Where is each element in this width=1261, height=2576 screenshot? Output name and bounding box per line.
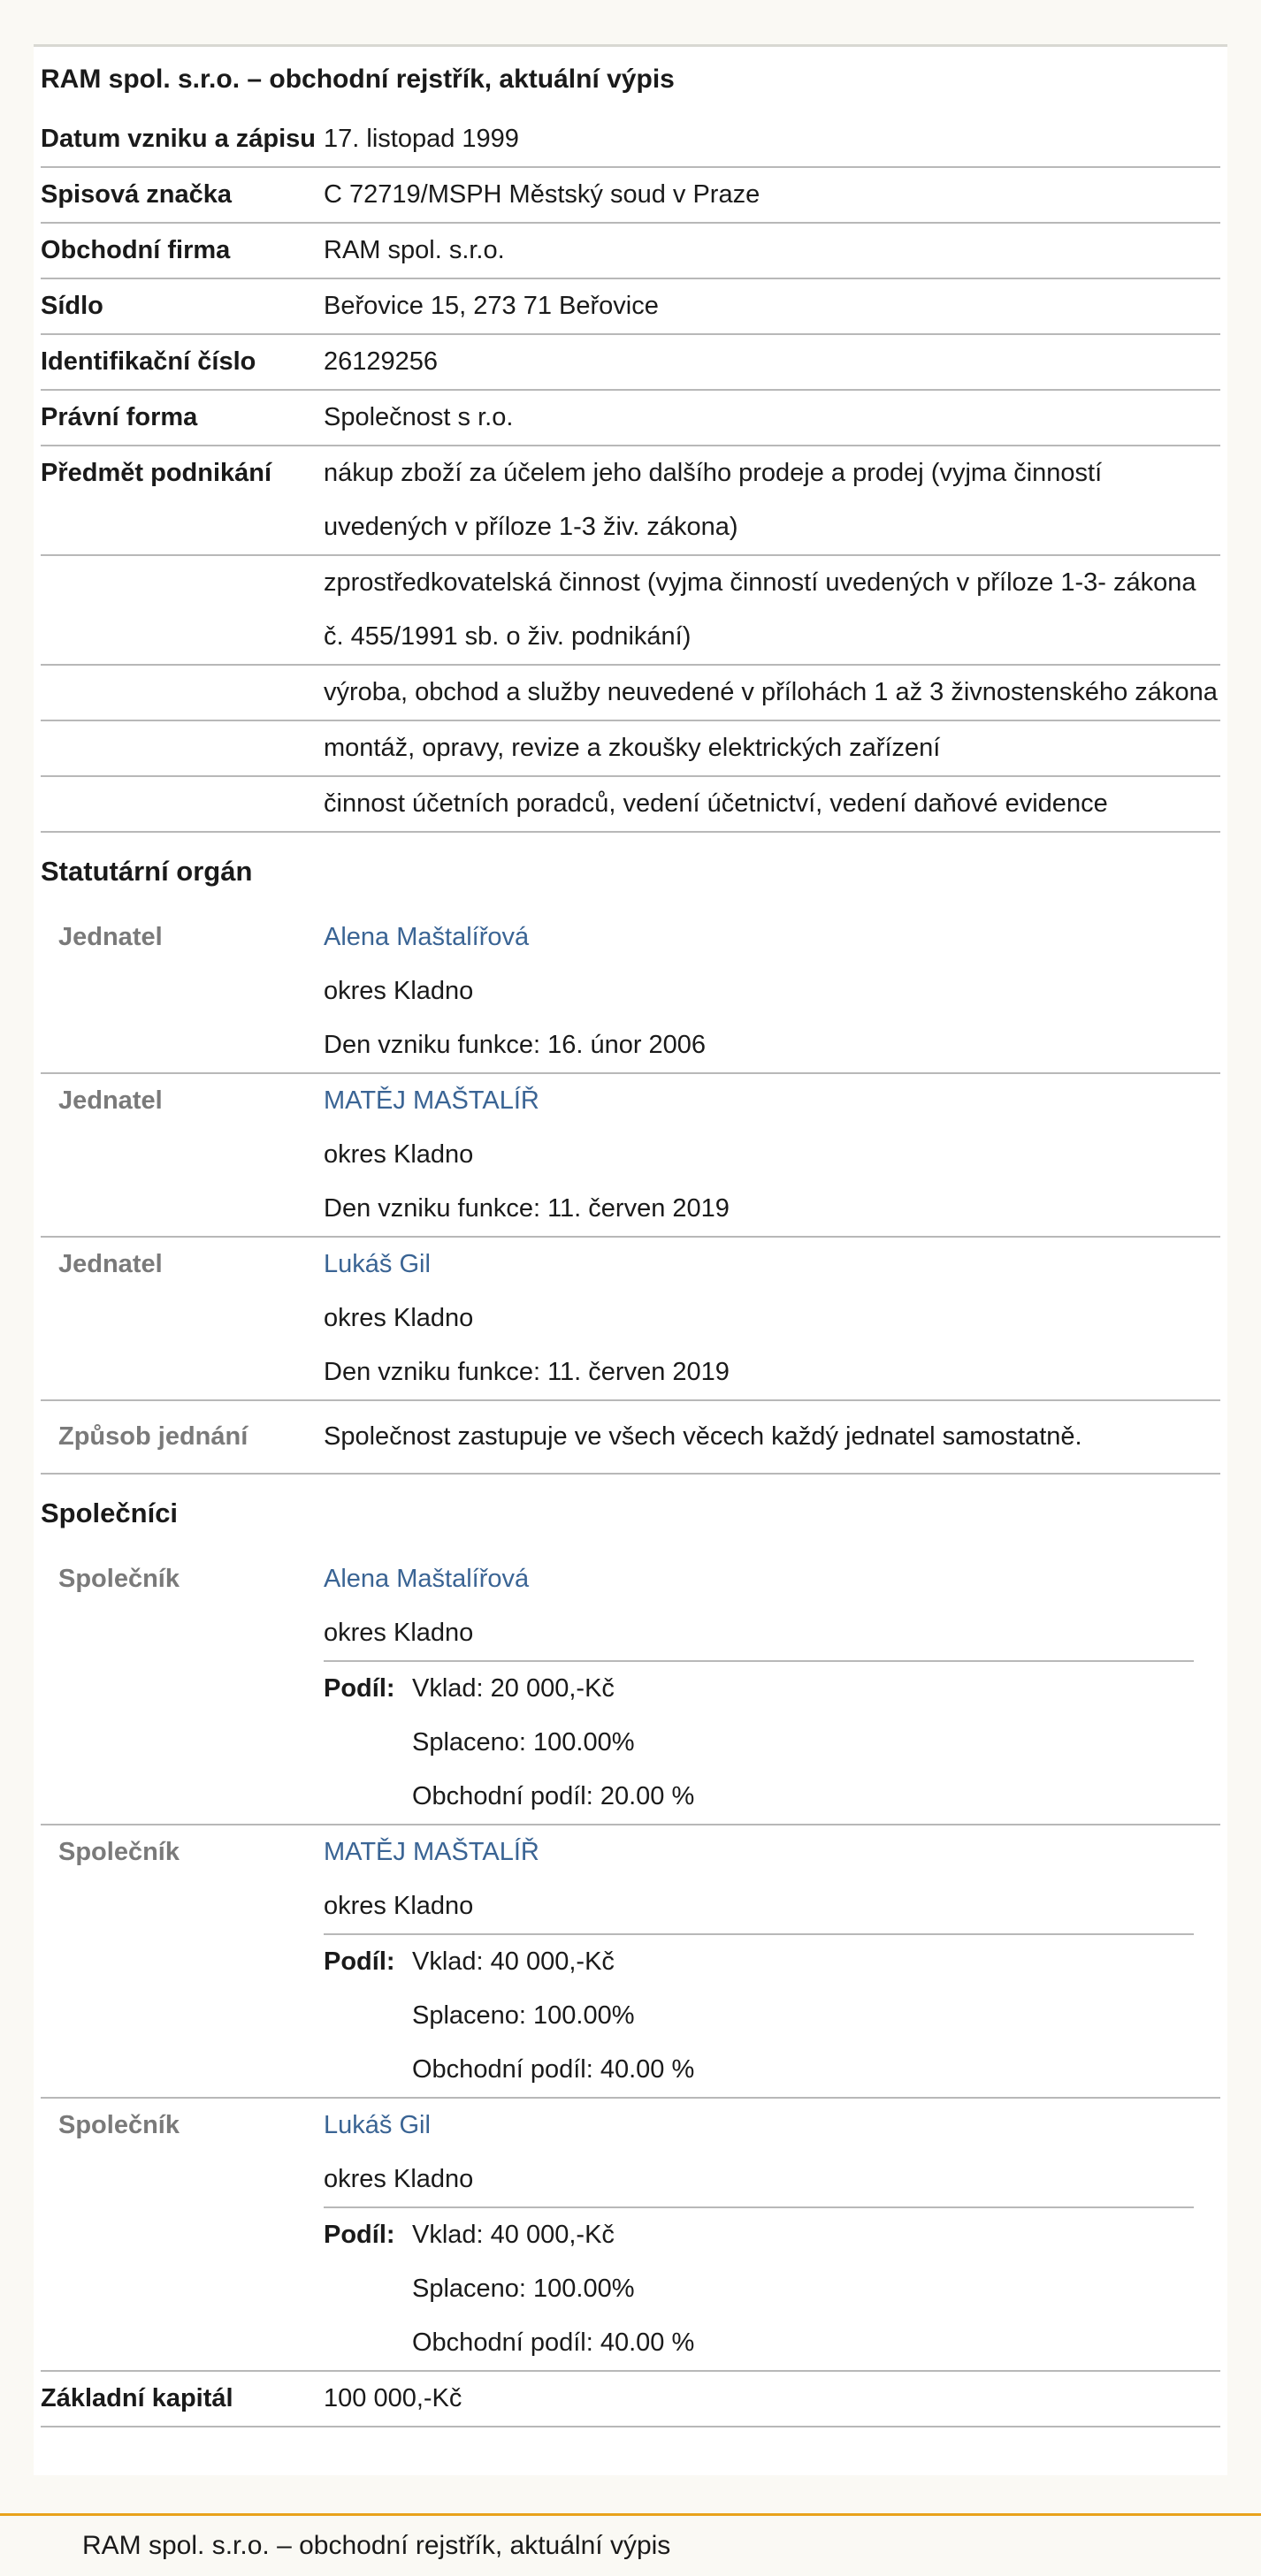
row-firma	[41, 224, 1220, 279]
vklad-value: Vklad: 40 000,-Kč	[412, 2221, 615, 2249]
footer-text: RAM spol. s.r.o. – obchodní rejstřík, aktuální výpis	[82, 2531, 671, 2560]
role-label: Společník	[58, 1565, 180, 1593]
row-zpusob	[41, 1401, 1220, 1475]
label-empty	[41, 666, 324, 720]
statutar-member-0	[41, 911, 1220, 1074]
person-link[interactable]: MATĚJ MAŠTALÍŘ	[324, 1838, 539, 1866]
member-details	[324, 2099, 1220, 2370]
registry-card	[34, 44, 1227, 2475]
person-link[interactable]: Lukáš Gil	[324, 2111, 431, 2139]
spolecnik-member-2	[41, 2099, 1220, 2372]
row-sidlo	[41, 279, 1220, 335]
row-predmet-0	[41, 446, 1220, 556]
role-label: Společník	[58, 1838, 180, 1866]
row-spisova	[41, 168, 1220, 224]
value-zpusob: Společnost zastupuje ve všech věcech každý jednatel samostatně.	[324, 1422, 1082, 1451]
person-okres: okres Kladno	[324, 1619, 474, 1647]
statutar-member-1	[41, 1074, 1220, 1238]
role-label: Jednatel	[58, 923, 163, 951]
member-details	[324, 1552, 1220, 1824]
row-forma	[41, 391, 1220, 446]
label-ico: Identifikační číslo	[41, 347, 256, 376]
value-predmet-item: montáž, opravy, revize a zkoušky elektrických zařízení	[324, 734, 941, 762]
statutar-member-2	[41, 1238, 1220, 1401]
label-firma: Obchodní firma	[41, 236, 231, 264]
role-label: Jednatel	[58, 1250, 163, 1278]
row-predmet-3	[41, 721, 1220, 777]
row-predmet-1	[41, 556, 1220, 666]
person-link[interactable]: Lukáš Gil	[324, 1250, 431, 1278]
spolecnik-member-0	[41, 1552, 1220, 1825]
person-okres: okres Kladno	[324, 1140, 474, 1169]
obchodni-podil-value: Obchodní podíl: 40.00 %	[412, 2328, 695, 2357]
value-predmet-item: zprostředkovatelská činnost (vyjma činností uvedených v příloze 1-3- zákona č. 455/1991 sb. o živ. podnikání)	[324, 568, 1196, 651]
page-title: RAM spol. s.r.o. – obchodní rejstřík, aktuální výpis	[41, 65, 675, 94]
section-spolecnici-heading: Společníci	[41, 1498, 179, 1528]
label-kapital: Základní kapitál	[41, 2384, 233, 2412]
label-empty	[41, 556, 324, 664]
footer	[0, 2513, 1261, 2576]
label-empty	[41, 721, 324, 775]
person-okres: okres Kladno	[324, 2165, 474, 2193]
share-block	[324, 1933, 1194, 2097]
value-sidlo: Beřovice 15, 273 71 Beřovice	[324, 292, 659, 320]
member-details	[324, 1238, 1220, 1399]
label-sidlo: Sídlo	[41, 292, 103, 320]
obchodni-podil-value: Obchodní podíl: 20.00 %	[412, 1782, 695, 1810]
person-link[interactable]: Alena Maštalířová	[324, 923, 530, 951]
label-spisova: Spisová značka	[41, 180, 232, 209]
row-ico	[41, 335, 1220, 391]
value-predmet-item: nákup zboží za účelem jeho dalšího prodeje a prodej (vyjma činností uvedených v příloze 1-3 živ. zákona)	[324, 459, 1103, 541]
value-predmet-item: výroba, obchod a služby neuvedené v přílohách 1 až 3 živnostenského zákona	[324, 678, 1218, 706]
value-spisova: C 72719/MSPH Městský soud v Praze	[324, 180, 760, 209]
person-vznik: Den vzniku funkce: 11. červen 2019	[324, 1358, 730, 1386]
person-vznik: Den vzniku funkce: 11. červen 2019	[324, 1194, 730, 1223]
podil-label: Podíl:	[324, 2221, 395, 2249]
role-label: Jednatel	[58, 1086, 163, 1115]
label-forma: Právní forma	[41, 403, 198, 431]
row-kapital	[41, 2372, 1220, 2427]
spolecnik-member-1	[41, 1825, 1220, 2099]
label-predmet: Předmět podnikání	[41, 459, 272, 487]
person-okres: okres Kladno	[324, 977, 474, 1005]
person-okres: okres Kladno	[324, 1304, 474, 1332]
obchodni-podil-value: Obchodní podíl: 40.00 %	[412, 2055, 695, 2084]
podil-values	[412, 1662, 1194, 1824]
podil-values	[412, 1935, 1194, 2097]
podil-label: Podíl:	[324, 1947, 395, 1976]
vklad-value: Vklad: 20 000,-Kč	[412, 1674, 615, 1703]
row-predmet-4	[41, 777, 1220, 833]
vklad-value: Vklad: 40 000,-Kč	[412, 1947, 615, 1976]
row-datum	[41, 112, 1220, 168]
value-ico: 26129256	[324, 347, 439, 376]
splaceno-value: Splaceno: 100.00%	[412, 1728, 635, 1757]
value-forma: Společnost s r.o.	[324, 403, 514, 431]
person-okres: okres Kladno	[324, 1892, 474, 1920]
label-empty	[41, 777, 324, 831]
share-block	[324, 1660, 1194, 1824]
splaceno-value: Splaceno: 100.00%	[412, 2001, 635, 2030]
value-firma: RAM spol. s.r.o.	[324, 236, 505, 264]
person-vznik: Den vzniku funkce: 16. únor 2006	[324, 1031, 707, 1059]
value-kapital: 100 000,-Kč	[324, 2384, 462, 2412]
member-details	[324, 1074, 1220, 1236]
value-datum: 17. listopad 1999	[324, 125, 519, 153]
person-link[interactable]: Alena Maštalířová	[324, 1565, 530, 1593]
section-statutarni-heading: Statutární orgán	[41, 856, 253, 887]
person-link[interactable]: MATĚJ MAŠTALÍŘ	[324, 1086, 539, 1115]
member-details	[324, 911, 1220, 1072]
value-predmet-item: činnost účetních poradců, vedení účetnictví, vedení daňové evidence	[324, 789, 1108, 818]
share-block	[324, 2206, 1194, 2370]
label-zpusob: Způsob jednání	[58, 1422, 248, 1451]
splaceno-value: Splaceno: 100.00%	[412, 2275, 635, 2303]
podil-label: Podíl:	[324, 1674, 395, 1703]
podil-values	[412, 2208, 1194, 2370]
role-label: Společník	[58, 2111, 180, 2139]
label-datum: Datum vzniku a zápisu	[41, 125, 317, 153]
member-details	[324, 1825, 1220, 2097]
row-predmet-2	[41, 666, 1220, 721]
